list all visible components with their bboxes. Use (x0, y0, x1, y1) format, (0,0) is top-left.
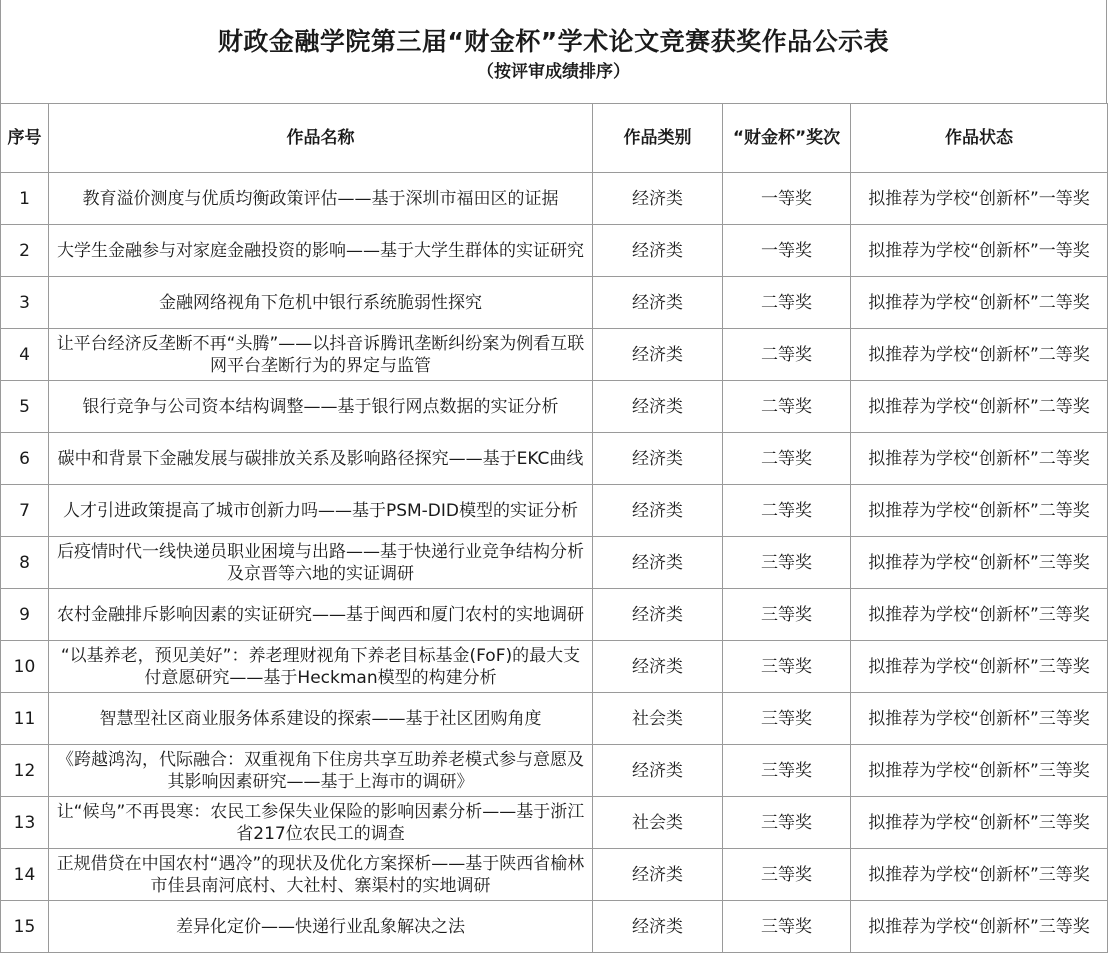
cell-work-name: 差异化定价——快递行业乱象解决之法 (49, 901, 593, 953)
cell-index: 4 (1, 329, 49, 381)
table-row (1, 693, 1108, 745)
cell-award: 二等奖 (723, 381, 851, 433)
cell-index: 7 (1, 485, 49, 537)
cell-category: 社会类 (593, 693, 723, 745)
header-name: 作品名称 (49, 104, 593, 173)
cell-work-name: “以基养老，预见美好”：养老理财视角下养老目标基金(FoF)的最大支付意愿研究——基于Heckman模型的构建分析 (49, 641, 593, 693)
cell-work-name: 让“候鸟”不再畏寒：农民工参保失业保险的影响因素分析——基于浙江省217位农民工的调查 (49, 797, 593, 849)
table-row (1, 485, 1108, 537)
cell-work-name: 教育溢价测度与优质均衡政策评估——基于深圳市福田区的证据 (49, 173, 593, 225)
cell-index: 1 (1, 173, 49, 225)
cell-award: 三等奖 (723, 537, 851, 589)
cell-index: 13 (1, 797, 49, 849)
cell-category: 经济类 (593, 589, 723, 641)
cell-award: 三等奖 (723, 849, 851, 901)
cell-award: 三等奖 (723, 797, 851, 849)
cell-index: 9 (1, 589, 49, 641)
cell-work-name: 让平台经济反垄断不再“头腾”——以抖音诉腾讯垄断纠纷案为例看互联网平台垄断行为的界定与监管 (49, 329, 593, 381)
cell-category: 经济类 (593, 329, 723, 381)
page-title: 财政金融学院第三届“财金杯”学术论文竞赛获奖作品公示表 (217, 27, 890, 56)
table-body (1, 173, 1108, 953)
cell-category: 经济类 (593, 225, 723, 277)
cell-status: 拟推荐为学校“创新杯”二等奖 (851, 381, 1108, 433)
cell-category: 社会类 (593, 797, 723, 849)
cell-category: 经济类 (593, 381, 723, 433)
cell-award: 一等奖 (723, 225, 851, 277)
cell-status: 拟推荐为学校“创新杯”二等奖 (851, 433, 1108, 485)
cell-index: 12 (1, 745, 49, 797)
cell-category: 经济类 (593, 537, 723, 589)
cell-status: 拟推荐为学校“创新杯”三等奖 (851, 641, 1108, 693)
table-row (1, 433, 1108, 485)
cell-status: 拟推荐为学校“创新杯”一等奖 (851, 225, 1108, 277)
cell-status: 拟推荐为学校“创新杯”三等奖 (851, 589, 1108, 641)
cell-index: 15 (1, 901, 49, 953)
cell-award: 二等奖 (723, 485, 851, 537)
table-row (1, 745, 1108, 797)
cell-index: 3 (1, 277, 49, 329)
cell-index: 11 (1, 693, 49, 745)
title-block (0, 0, 1107, 103)
table-row (1, 277, 1108, 329)
cell-work-name: 后疫情时代一线快递员职业困境与出路——基于快递行业竞争结构分析及京晋等六地的实证调研 (49, 537, 593, 589)
table-row (1, 381, 1108, 433)
cell-status: 拟推荐为学校“创新杯”一等奖 (851, 173, 1108, 225)
cell-index: 6 (1, 433, 49, 485)
cell-status: 拟推荐为学校“创新杯”三等奖 (851, 745, 1108, 797)
header-category: 作品类别 (593, 104, 723, 173)
cell-status: 拟推荐为学校“创新杯”二等奖 (851, 277, 1108, 329)
header-row (1, 104, 1108, 173)
table-row (1, 173, 1108, 225)
cell-status: 拟推荐为学校“创新杯”二等奖 (851, 329, 1108, 381)
cell-category: 经济类 (593, 277, 723, 329)
cell-status: 拟推荐为学校“创新杯”三等奖 (851, 537, 1108, 589)
cell-status: 拟推荐为学校“创新杯”三等奖 (851, 693, 1108, 745)
cell-work-name: 《跨越鸿沟，代际融合：双重视角下住房共享互助养老模式参与意愿及其影响因素研究——基于上海市的调研》 (49, 745, 593, 797)
table-row (1, 641, 1108, 693)
cell-status: 拟推荐为学校“创新杯”二等奖 (851, 485, 1108, 537)
cell-award: 二等奖 (723, 329, 851, 381)
cell-category: 经济类 (593, 641, 723, 693)
cell-award: 三等奖 (723, 901, 851, 953)
cell-status: 拟推荐为学校“创新杯”三等奖 (851, 901, 1108, 953)
cell-status: 拟推荐为学校“创新杯”三等奖 (851, 849, 1108, 901)
cell-index: 14 (1, 849, 49, 901)
cell-index: 10 (1, 641, 49, 693)
header-index: 序号 (1, 104, 49, 173)
cell-category: 经济类 (593, 173, 723, 225)
cell-award: 三等奖 (723, 589, 851, 641)
cell-work-name: 正规借贷在中国农村“遇冷”的现状及优化方案探析——基于陕西省榆林市佳县南河底村、大社村、寨渠村的实地调研 (49, 849, 593, 901)
cell-award: 三等奖 (723, 693, 851, 745)
header-status: 作品状态 (851, 104, 1108, 173)
cell-work-name: 碳中和背景下金融发展与碳排放关系及影响路径探究——基于EKC曲线 (49, 433, 593, 485)
table-row (1, 589, 1108, 641)
cell-index: 5 (1, 381, 49, 433)
table-row (1, 225, 1108, 277)
cell-index: 8 (1, 537, 49, 589)
cell-work-name: 农村金融排斥影响因素的实证研究——基于闽西和厦门农村的实地调研 (49, 589, 593, 641)
cell-status: 拟推荐为学校“创新杯”三等奖 (851, 797, 1108, 849)
cell-award: 三等奖 (723, 745, 851, 797)
cell-award: 二等奖 (723, 277, 851, 329)
cell-index: 2 (1, 225, 49, 277)
cell-category: 经济类 (593, 849, 723, 901)
table-row (1, 537, 1108, 589)
cell-work-name: 大学生金融参与对家庭金融投资的影响——基于大学生群体的实证研究 (49, 225, 593, 277)
cell-category: 经济类 (593, 485, 723, 537)
table-row (1, 849, 1108, 901)
header-award: “财金杯”奖次 (723, 104, 851, 173)
cell-award: 三等奖 (723, 641, 851, 693)
table-row (1, 329, 1108, 381)
award-table (0, 103, 1108, 953)
cell-work-name: 银行竞争与公司资本结构调整——基于银行网点数据的实证分析 (49, 381, 593, 433)
cell-category: 经济类 (593, 745, 723, 797)
table-row (1, 797, 1108, 849)
cell-award: 一等奖 (723, 173, 851, 225)
cell-work-name: 金融网络视角下危机中银行系统脆弱性探究 (49, 277, 593, 329)
page-subtitle: （按评审成绩排序） (477, 62, 630, 82)
cell-category: 经济类 (593, 901, 723, 953)
cell-work-name: 人才引进政策提高了城市创新力吗——基于PSM-DID模型的实证分析 (49, 485, 593, 537)
table-row (1, 901, 1108, 953)
cell-category: 经济类 (593, 433, 723, 485)
cell-work-name: 智慧型社区商业服务体系建设的探索——基于社区团购角度 (49, 693, 593, 745)
cell-award: 二等奖 (723, 433, 851, 485)
